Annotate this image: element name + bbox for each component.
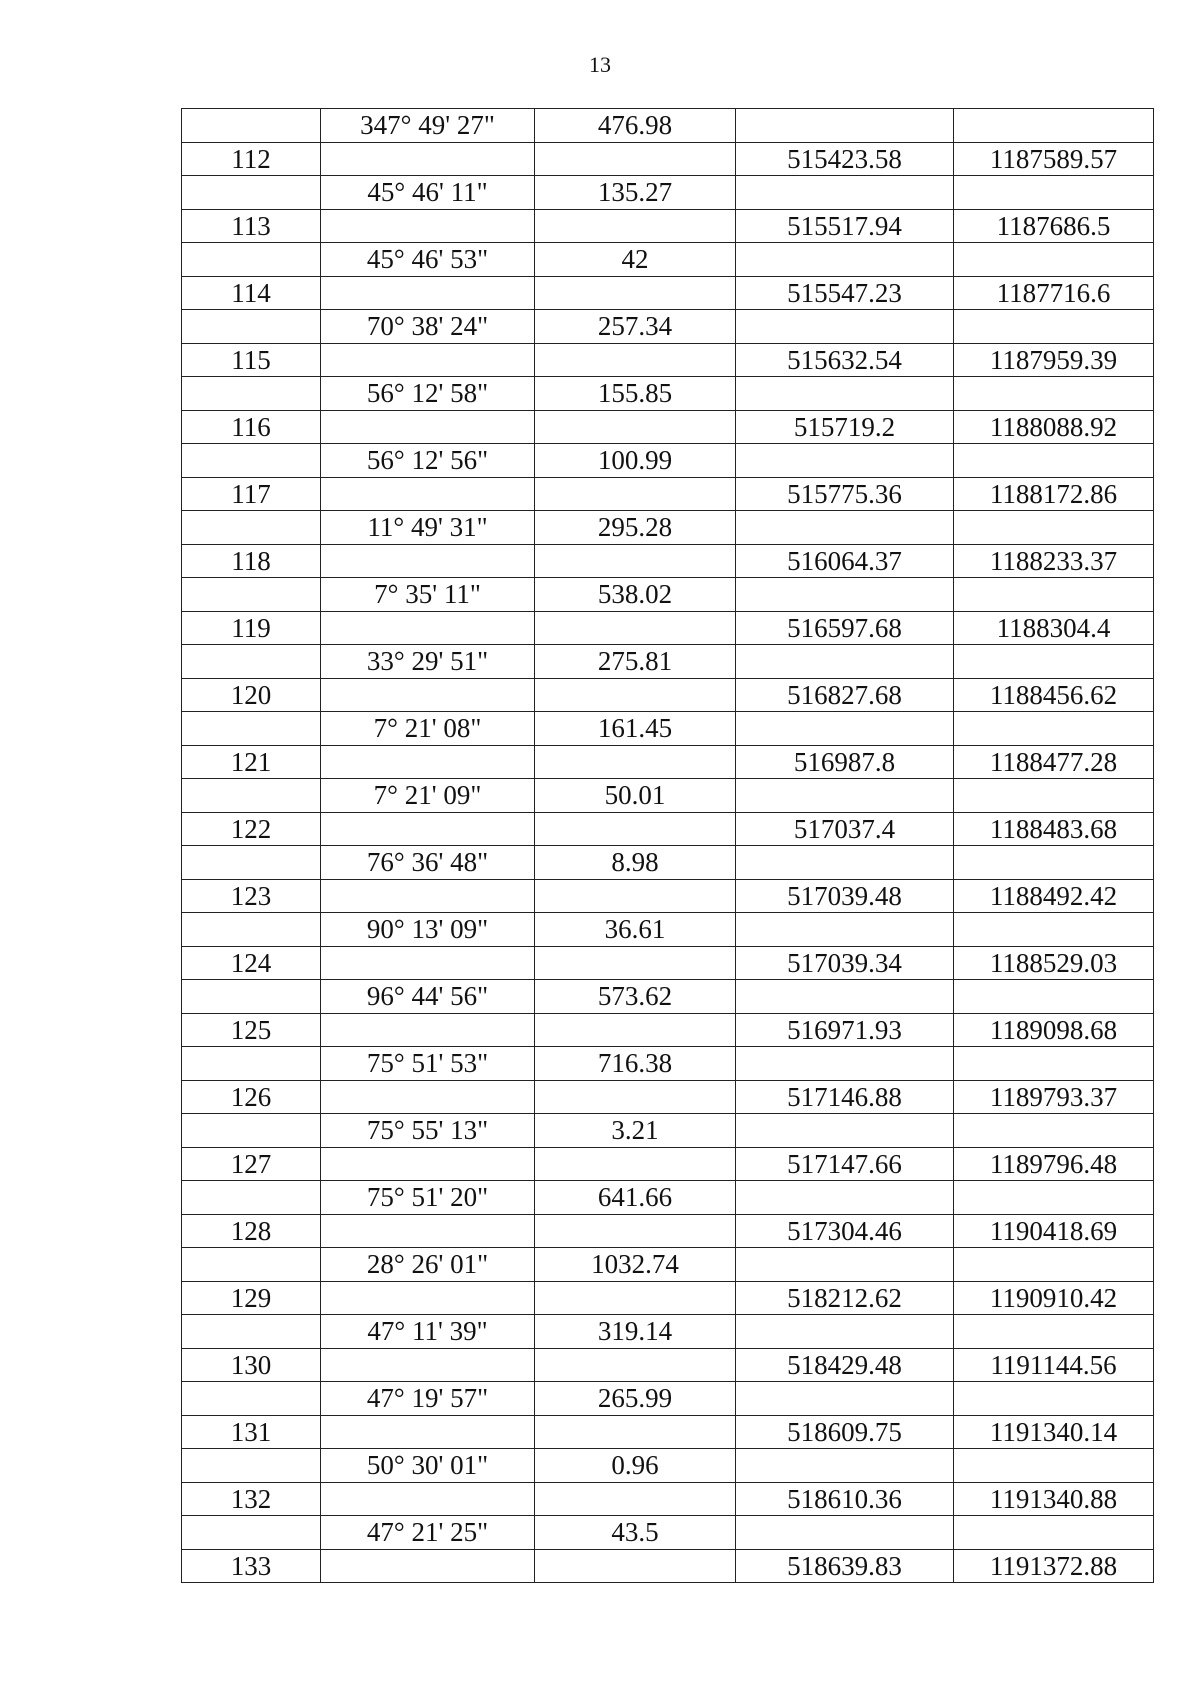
distance-cell: [535, 1482, 736, 1516]
distance-cell: [535, 1348, 736, 1382]
bearing-cell: [321, 1482, 535, 1516]
northing-cell: [736, 444, 954, 478]
point-number-cell: [182, 712, 321, 746]
point-number-cell: [182, 645, 321, 679]
distance-cell: [535, 276, 736, 310]
distance-cell: 43.5: [535, 1516, 736, 1550]
easting-cell: 1188492.42: [954, 879, 1154, 913]
easting-cell: [954, 578, 1154, 612]
point-number-cell: 129: [182, 1281, 321, 1315]
northing-cell: 515719.2: [736, 410, 954, 444]
easting-cell: [954, 1114, 1154, 1148]
distance-cell: 8.98: [535, 846, 736, 880]
northing-cell: 517147.66: [736, 1147, 954, 1181]
northing-cell: 515775.36: [736, 477, 954, 511]
bearing-cell: 47° 21' 25": [321, 1516, 535, 1550]
bearing-cell: [321, 1415, 535, 1449]
bearing-cell: 70° 38' 24": [321, 310, 535, 344]
distance-cell: [535, 209, 736, 243]
table-row: [182, 812, 1154, 846]
table-row: [182, 209, 1154, 243]
table-row: [182, 511, 1154, 545]
table-row: [182, 779, 1154, 813]
easting-cell: 1188088.92: [954, 410, 1154, 444]
distance-cell: 265.99: [535, 1382, 736, 1416]
point-number-cell: [182, 310, 321, 344]
distance-cell: 155.85: [535, 377, 736, 411]
northing-cell: [736, 779, 954, 813]
easting-cell: [954, 310, 1154, 344]
table-body: [182, 109, 1154, 1583]
easting-cell: [954, 1382, 1154, 1416]
easting-cell: 1190418.69: [954, 1214, 1154, 1248]
table-row: [182, 1315, 1154, 1349]
distance-cell: [535, 1281, 736, 1315]
easting-cell: [954, 444, 1154, 478]
northing-cell: 515547.23: [736, 276, 954, 310]
table-row: [182, 477, 1154, 511]
point-number-cell: [182, 109, 321, 143]
distance-cell: [535, 343, 736, 377]
table-row: [182, 1449, 1154, 1483]
bearing-cell: [321, 410, 535, 444]
northing-cell: 516827.68: [736, 678, 954, 712]
distance-cell: [535, 477, 736, 511]
bearing-cell: [321, 1013, 535, 1047]
easting-cell: [954, 980, 1154, 1014]
northing-cell: [736, 310, 954, 344]
distance-cell: [535, 142, 736, 176]
northing-cell: [736, 846, 954, 880]
point-number-cell: 131: [182, 1415, 321, 1449]
table-row: [182, 1348, 1154, 1382]
point-number-cell: 115: [182, 343, 321, 377]
point-number-cell: [182, 1315, 321, 1349]
point-number-cell: [182, 779, 321, 813]
point-number-cell: 116: [182, 410, 321, 444]
bearing-cell: [321, 209, 535, 243]
easting-cell: 1187716.6: [954, 276, 1154, 310]
distance-cell: [535, 1013, 736, 1047]
northing-cell: 518610.36: [736, 1482, 954, 1516]
table-row: [182, 678, 1154, 712]
table-row: [182, 310, 1154, 344]
bearing-cell: 11° 49' 31": [321, 511, 535, 545]
bearing-cell: [321, 879, 535, 913]
bearing-cell: 33° 29' 51": [321, 645, 535, 679]
table-row: [182, 745, 1154, 779]
distance-cell: [535, 611, 736, 645]
bearing-cell: 45° 46' 53": [321, 243, 535, 277]
bearing-cell: 7° 21' 09": [321, 779, 535, 813]
northing-cell: 518212.62: [736, 1281, 954, 1315]
northing-cell: [736, 176, 954, 210]
bearing-cell: [321, 477, 535, 511]
point-number-cell: 126: [182, 1080, 321, 1114]
table-row: [182, 1013, 1154, 1047]
distance-cell: 476.98: [535, 109, 736, 143]
bearing-cell: [321, 142, 535, 176]
distance-cell: [535, 1415, 736, 1449]
point-number-cell: 125: [182, 1013, 321, 1047]
distance-cell: 135.27: [535, 176, 736, 210]
distance-cell: [535, 1549, 736, 1583]
bearing-cell: [321, 544, 535, 578]
table-row: [182, 846, 1154, 880]
northing-cell: [736, 980, 954, 1014]
point-number-cell: 128: [182, 1214, 321, 1248]
northing-cell: 517146.88: [736, 1080, 954, 1114]
bearing-cell: [321, 1080, 535, 1114]
easting-cell: 1187589.57: [954, 142, 1154, 176]
northing-cell: [736, 1181, 954, 1215]
northing-cell: 517304.46: [736, 1214, 954, 1248]
point-number-cell: [182, 980, 321, 1014]
northing-cell: [736, 1248, 954, 1282]
table-row: [182, 879, 1154, 913]
easting-cell: [954, 846, 1154, 880]
easting-cell: 1187959.39: [954, 343, 1154, 377]
point-number-cell: [182, 1516, 321, 1550]
distance-cell: [535, 678, 736, 712]
easting-cell: 1188529.03: [954, 946, 1154, 980]
northing-cell: [736, 578, 954, 612]
point-number-cell: 114: [182, 276, 321, 310]
point-number-cell: [182, 1382, 321, 1416]
point-number-cell: 121: [182, 745, 321, 779]
northing-cell: 518429.48: [736, 1348, 954, 1382]
easting-cell: 1191144.56: [954, 1348, 1154, 1382]
easting-cell: 1189793.37: [954, 1080, 1154, 1114]
easting-cell: [954, 1047, 1154, 1081]
coordinate-table: [181, 108, 1154, 1583]
bearing-cell: [321, 1214, 535, 1248]
easting-cell: [954, 1516, 1154, 1550]
distance-cell: 295.28: [535, 511, 736, 545]
point-number-cell: [182, 243, 321, 277]
bearing-cell: 56° 12' 58": [321, 377, 535, 411]
easting-cell: 1189796.48: [954, 1147, 1154, 1181]
point-number-cell: 130: [182, 1348, 321, 1382]
point-number-cell: [182, 444, 321, 478]
table-row: [182, 444, 1154, 478]
distance-cell: 161.45: [535, 712, 736, 746]
bearing-cell: 96° 44' 56": [321, 980, 535, 1014]
northing-cell: [736, 243, 954, 277]
northing-cell: [736, 712, 954, 746]
table-row: [182, 946, 1154, 980]
bearing-cell: 75° 51' 53": [321, 1047, 535, 1081]
easting-cell: [954, 1248, 1154, 1282]
bearing-cell: 75° 51' 20": [321, 1181, 535, 1215]
bearing-cell: 7° 35' 11": [321, 578, 535, 612]
bearing-cell: [321, 946, 535, 980]
distance-cell: [535, 1080, 736, 1114]
easting-cell: 1191340.88: [954, 1482, 1154, 1516]
point-number-cell: 118: [182, 544, 321, 578]
point-number-cell: [182, 1047, 321, 1081]
point-number-cell: 122: [182, 812, 321, 846]
northing-cell: [736, 1047, 954, 1081]
table-row: [182, 1382, 1154, 1416]
table-row: [182, 109, 1154, 143]
point-number-cell: [182, 511, 321, 545]
easting-cell: 1191372.88: [954, 1549, 1154, 1583]
table-row: [182, 578, 1154, 612]
table-row: [182, 1080, 1154, 1114]
easting-cell: [954, 645, 1154, 679]
distance-cell: 1032.74: [535, 1248, 736, 1282]
distance-cell: [535, 812, 736, 846]
point-number-cell: [182, 846, 321, 880]
bearing-cell: 47° 19' 57": [321, 1382, 535, 1416]
table-row: [182, 343, 1154, 377]
table-row: [182, 913, 1154, 947]
point-number-cell: [182, 377, 321, 411]
easting-cell: [954, 176, 1154, 210]
point-number-cell: [182, 1449, 321, 1483]
table-row: [182, 1147, 1154, 1181]
table-row: [182, 980, 1154, 1014]
easting-cell: 1188233.37: [954, 544, 1154, 578]
easting-cell: 1188304.4: [954, 611, 1154, 645]
distance-cell: 641.66: [535, 1181, 736, 1215]
easting-cell: [954, 243, 1154, 277]
easting-cell: 1191340.14: [954, 1415, 1154, 1449]
distance-cell: 36.61: [535, 913, 736, 947]
table-row: [182, 611, 1154, 645]
easting-cell: [954, 109, 1154, 143]
point-number-cell: [182, 1248, 321, 1282]
distance-cell: [535, 544, 736, 578]
northing-cell: 516987.8: [736, 745, 954, 779]
bearing-cell: [321, 611, 535, 645]
northing-cell: [736, 1114, 954, 1148]
easting-cell: 1188172.86: [954, 477, 1154, 511]
bearing-cell: 28° 26' 01": [321, 1248, 535, 1282]
bearing-cell: 50° 30' 01": [321, 1449, 535, 1483]
northing-cell: 516064.37: [736, 544, 954, 578]
distance-cell: [535, 946, 736, 980]
point-number-cell: 123: [182, 879, 321, 913]
page-number: 13: [589, 52, 611, 77]
table-row: [182, 712, 1154, 746]
point-number-cell: 119: [182, 611, 321, 645]
point-number-cell: 117: [182, 477, 321, 511]
table-row: [182, 645, 1154, 679]
distance-cell: 275.81: [535, 645, 736, 679]
distance-cell: [535, 410, 736, 444]
bearing-cell: [321, 1147, 535, 1181]
northing-cell: [736, 1315, 954, 1349]
table-row: [182, 1516, 1154, 1550]
point-number-cell: 112: [182, 142, 321, 176]
point-number-cell: [182, 176, 321, 210]
easting-cell: 1188456.62: [954, 678, 1154, 712]
distance-cell: 42: [535, 243, 736, 277]
bearing-cell: [321, 1348, 535, 1382]
bearing-cell: [321, 276, 535, 310]
point-number-cell: 120: [182, 678, 321, 712]
table-row: [182, 1248, 1154, 1282]
table-row: [182, 410, 1154, 444]
northing-cell: [736, 645, 954, 679]
northing-cell: 518609.75: [736, 1415, 954, 1449]
northing-cell: [736, 1449, 954, 1483]
table-row: [182, 1482, 1154, 1516]
northing-cell: 518639.83: [736, 1549, 954, 1583]
bearing-cell: 47° 11' 39": [321, 1315, 535, 1349]
table-row: [182, 377, 1154, 411]
bearing-cell: 7° 21' 08": [321, 712, 535, 746]
table-row: [182, 276, 1154, 310]
easting-cell: [954, 1315, 1154, 1349]
easting-cell: 1189098.68: [954, 1013, 1154, 1047]
point-number-cell: 132: [182, 1482, 321, 1516]
distance-cell: [535, 1214, 736, 1248]
table-row: [182, 1047, 1154, 1081]
distance-cell: 50.01: [535, 779, 736, 813]
northing-cell: 515517.94: [736, 209, 954, 243]
distance-cell: 538.02: [535, 578, 736, 612]
bearing-cell: [321, 812, 535, 846]
distance-cell: 257.34: [535, 310, 736, 344]
easting-cell: [954, 1181, 1154, 1215]
easting-cell: 1190910.42: [954, 1281, 1154, 1315]
easting-cell: [954, 1449, 1154, 1483]
bearing-cell: 76° 36' 48": [321, 846, 535, 880]
table-row: [182, 1114, 1154, 1148]
table-row: [182, 1549, 1154, 1583]
northing-cell: 517039.34: [736, 946, 954, 980]
northing-cell: 515632.54: [736, 343, 954, 377]
bearing-cell: [321, 343, 535, 377]
northing-cell: 516597.68: [736, 611, 954, 645]
table-row: [182, 1214, 1154, 1248]
northing-cell: 516971.93: [736, 1013, 954, 1047]
distance-cell: [535, 879, 736, 913]
northing-cell: 515423.58: [736, 142, 954, 176]
easting-cell: 1188477.28: [954, 745, 1154, 779]
distance-cell: [535, 745, 736, 779]
table-row: [182, 142, 1154, 176]
table-row: [182, 544, 1154, 578]
easting-cell: [954, 712, 1154, 746]
distance-cell: 100.99: [535, 444, 736, 478]
point-number-cell: [182, 1181, 321, 1215]
easting-cell: [954, 913, 1154, 947]
table-row: [182, 1281, 1154, 1315]
easting-cell: [954, 779, 1154, 813]
northing-cell: [736, 511, 954, 545]
bearing-cell: 56° 12' 56": [321, 444, 535, 478]
easting-cell: [954, 511, 1154, 545]
table-row: [182, 1415, 1154, 1449]
bearing-cell: [321, 1281, 535, 1315]
bearing-cell: [321, 678, 535, 712]
bearing-cell: [321, 745, 535, 779]
point-number-cell: [182, 913, 321, 947]
northing-cell: [736, 109, 954, 143]
northing-cell: 517039.48: [736, 879, 954, 913]
bearing-cell: 347° 49' 27": [321, 109, 535, 143]
distance-cell: 319.14: [535, 1315, 736, 1349]
bearing-cell: [321, 1549, 535, 1583]
distance-cell: 0.96: [535, 1449, 736, 1483]
bearing-cell: 75° 55' 13": [321, 1114, 535, 1148]
point-number-cell: 113: [182, 209, 321, 243]
northing-cell: [736, 1382, 954, 1416]
distance-cell: 573.62: [535, 980, 736, 1014]
easting-cell: 1187686.5: [954, 209, 1154, 243]
northing-cell: 517037.4: [736, 812, 954, 846]
point-number-cell: [182, 578, 321, 612]
point-number-cell: [182, 1114, 321, 1148]
distance-cell: [535, 1147, 736, 1181]
easting-cell: 1188483.68: [954, 812, 1154, 846]
table-row: [182, 176, 1154, 210]
table-row: [182, 1181, 1154, 1215]
distance-cell: 716.38: [535, 1047, 736, 1081]
easting-cell: [954, 377, 1154, 411]
northing-cell: [736, 1516, 954, 1550]
point-number-cell: 127: [182, 1147, 321, 1181]
northing-cell: [736, 377, 954, 411]
bearing-cell: 45° 46' 11": [321, 176, 535, 210]
northing-cell: [736, 913, 954, 947]
table-row: [182, 243, 1154, 277]
bearing-cell: 90° 13' 09": [321, 913, 535, 947]
point-number-cell: 124: [182, 946, 321, 980]
distance-cell: 3.21: [535, 1114, 736, 1148]
point-number-cell: 133: [182, 1549, 321, 1583]
